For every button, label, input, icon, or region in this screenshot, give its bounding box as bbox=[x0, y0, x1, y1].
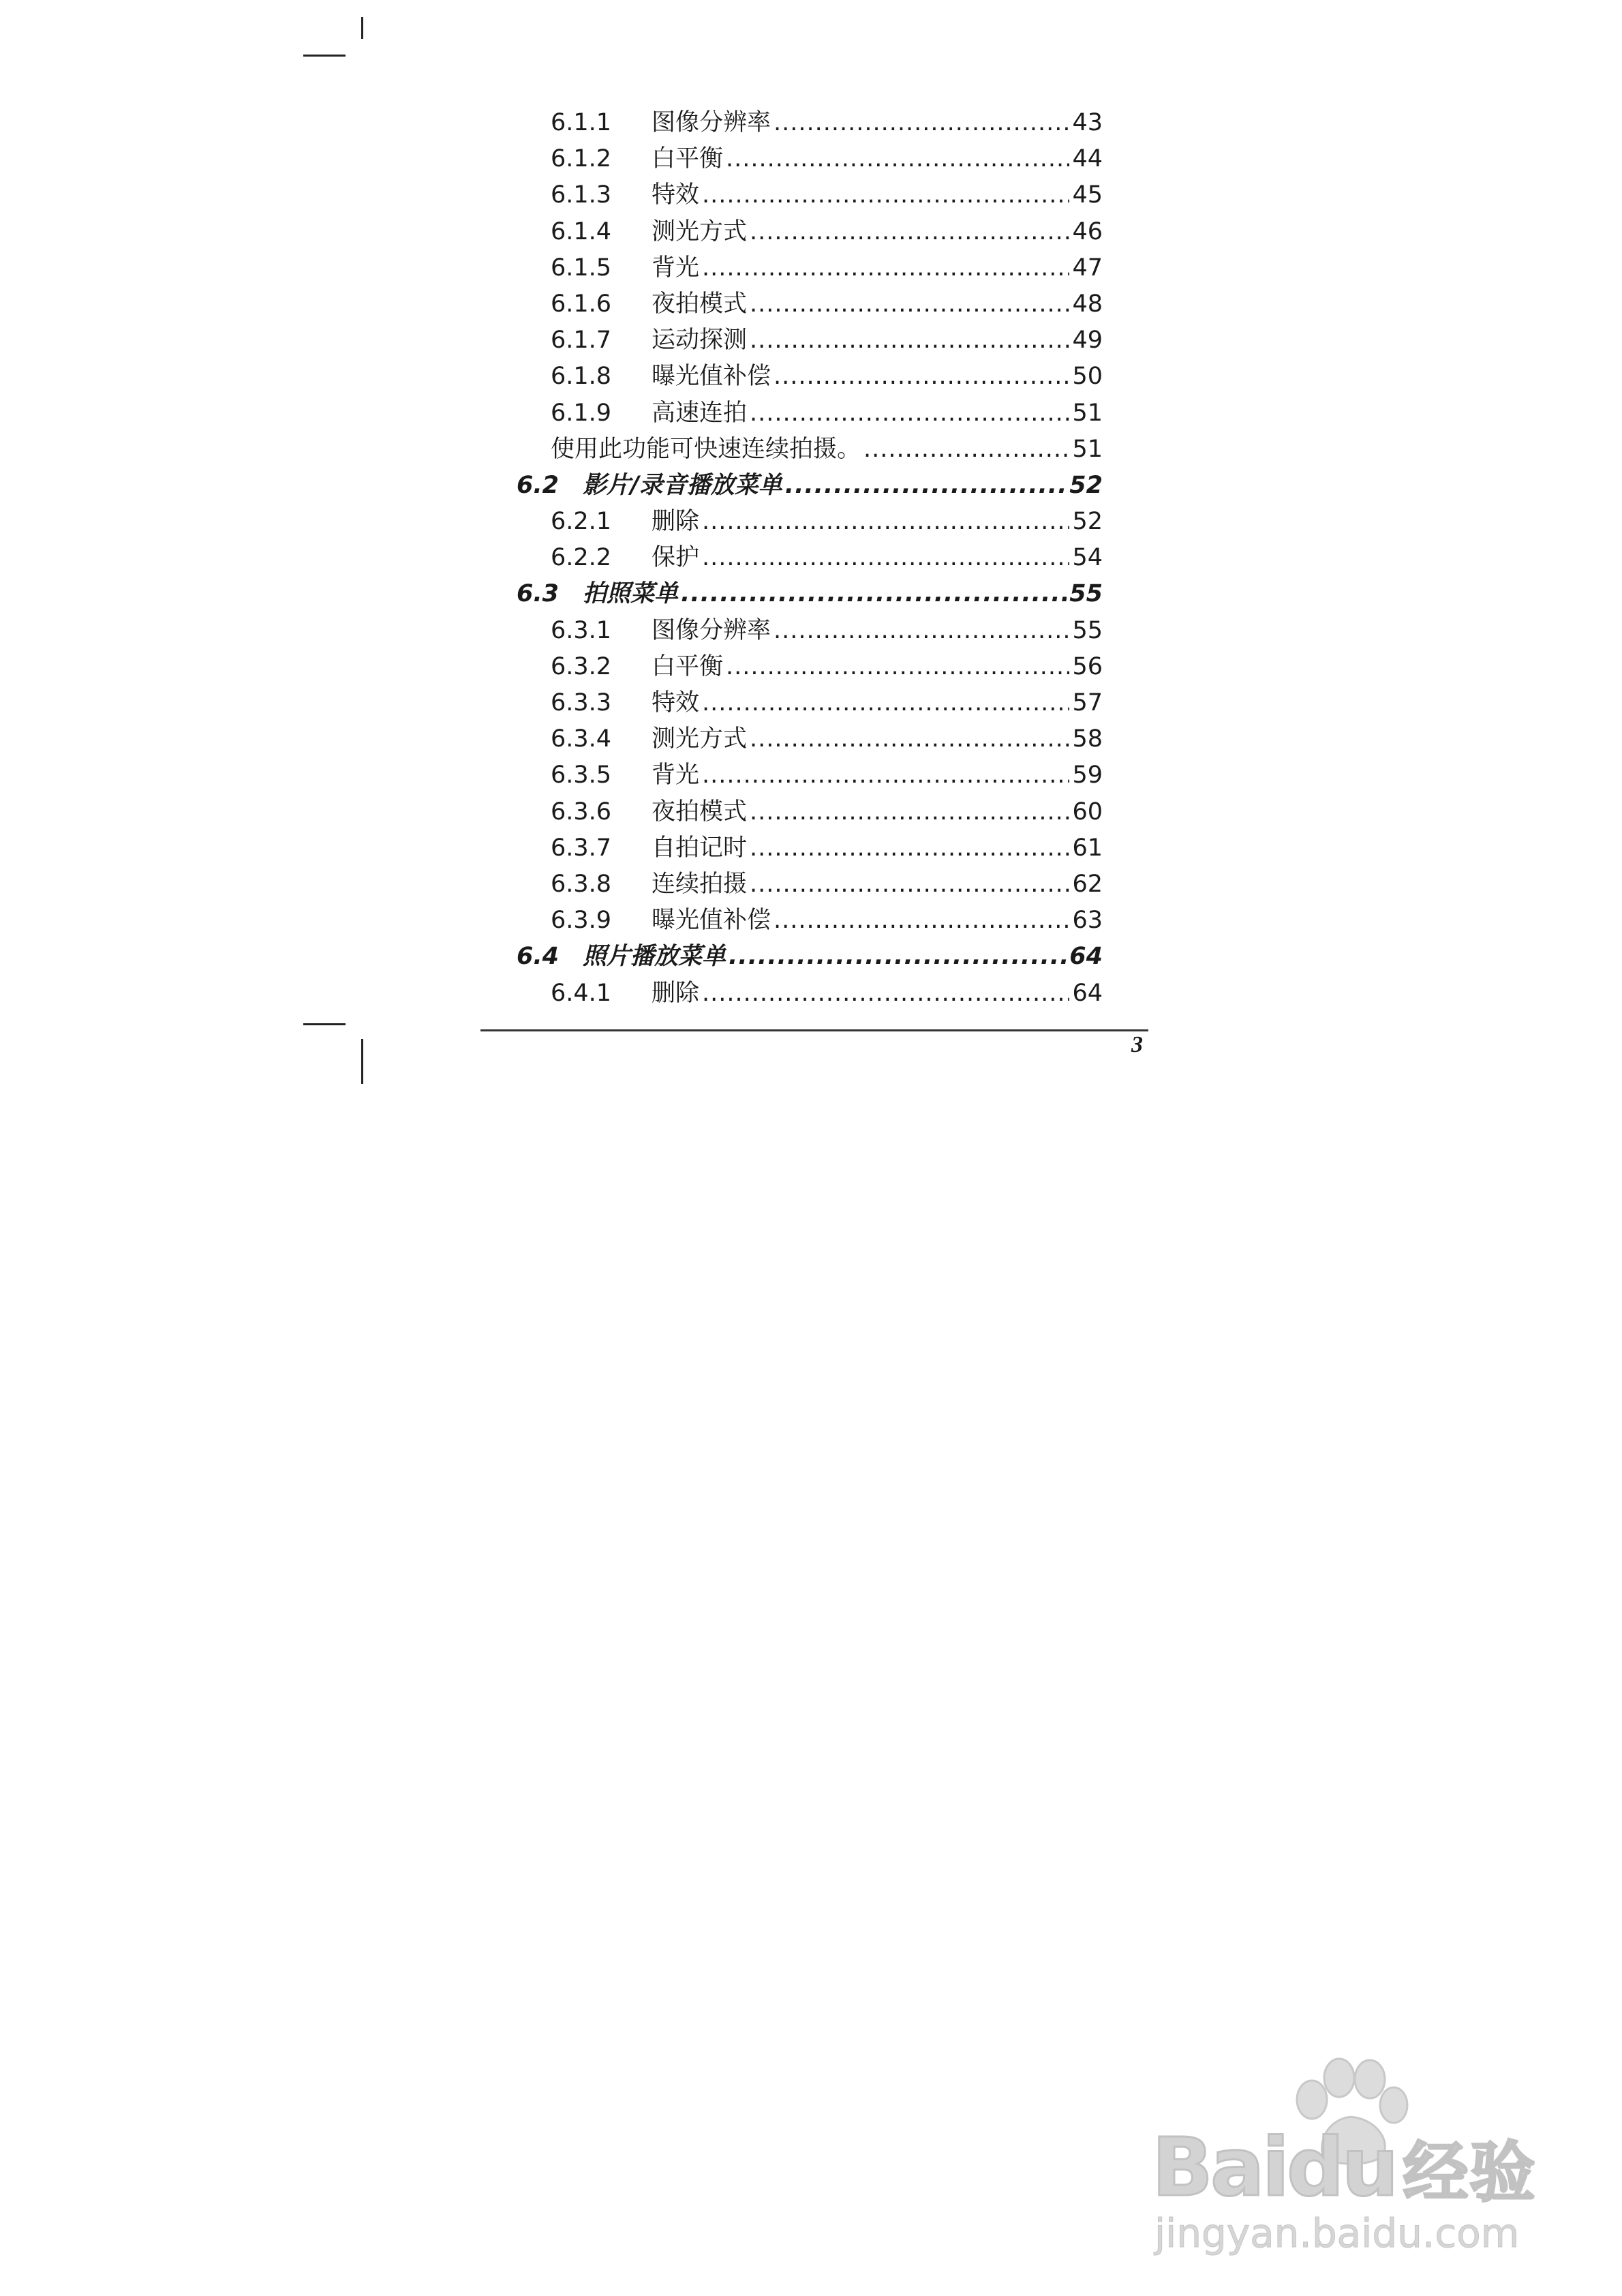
toc-entry-page: 45 bbox=[1072, 181, 1103, 209]
toc-entry-page: 62 bbox=[1072, 870, 1103, 898]
dot-leader bbox=[702, 254, 1069, 282]
footer-rule bbox=[480, 1029, 1148, 1031]
toc-entry-number: 6.1.6 bbox=[551, 290, 612, 318]
toc-entry[interactable] bbox=[517, 539, 1103, 575]
toc-entry-title: 曝光值补偿 bbox=[652, 363, 771, 391]
dot-leader bbox=[702, 181, 1069, 209]
toc-entry[interactable] bbox=[517, 611, 1103, 648]
dot-leader bbox=[726, 653, 1069, 680]
toc-entry-page: 54 bbox=[1072, 544, 1103, 572]
toc-entry-title: 白平衡 bbox=[652, 652, 724, 680]
toc-entry-title: 夜拍模式 bbox=[652, 798, 748, 826]
toc-entry-page: 64 bbox=[1072, 979, 1103, 1007]
toc-entry-number: 6.1.5 bbox=[551, 254, 612, 282]
toc-section-title: 影片/录音播放菜单 bbox=[583, 471, 782, 499]
dot-leader bbox=[774, 363, 1069, 390]
toc-entry-title: 测光方式 bbox=[652, 725, 748, 753]
toc-entry-page: 48 bbox=[1072, 290, 1103, 318]
toc-entry-page: 61 bbox=[1072, 834, 1103, 862]
watermark-brand bbox=[1152, 2120, 1537, 2214]
toc-entry[interactable] bbox=[517, 502, 1103, 539]
toc-entry-page: 59 bbox=[1072, 761, 1103, 789]
toc-entry-page: 52 bbox=[1072, 508, 1103, 536]
dot-leader bbox=[750, 218, 1069, 245]
toc-entry-number: 6.3.4 bbox=[551, 725, 612, 753]
toc-entry-note[interactable] bbox=[517, 430, 1103, 466]
toc-entry[interactable] bbox=[517, 394, 1103, 430]
toc-entry-number: 6.1.7 bbox=[551, 327, 612, 354]
dot-leader bbox=[863, 436, 1069, 463]
toc-entry-page: 60 bbox=[1072, 798, 1103, 826]
toc-entry-number: 6.3.9 bbox=[551, 907, 612, 935]
crop-mark-top-vertical bbox=[361, 17, 363, 39]
toc-entry-title: 曝光值补偿 bbox=[652, 907, 771, 935]
toc-entry-page: 56 bbox=[1072, 652, 1103, 680]
toc-entry-page: 57 bbox=[1072, 689, 1103, 716]
toc-entry-number: 6.2.1 bbox=[551, 508, 612, 536]
toc-entry-page: 51 bbox=[1072, 399, 1103, 427]
toc-entry-title: 运动探测 bbox=[652, 327, 748, 354]
crop-mark-bottom-horizontal bbox=[303, 1023, 346, 1025]
toc-entry-number: 6.3.5 bbox=[551, 761, 612, 789]
toc-entry-title: 夜拍模式 bbox=[652, 290, 748, 318]
baidu-jingyan-watermark bbox=[1152, 2052, 1561, 2256]
toc-entry-title: 删除 bbox=[652, 508, 700, 536]
toc-section-number: 6.2 bbox=[517, 471, 560, 499]
toc-entry[interactable] bbox=[517, 793, 1103, 829]
dot-leader bbox=[750, 871, 1069, 898]
toc-section-title: 照片播放菜单 bbox=[583, 943, 726, 971]
toc-entry-number: 6.2.2 bbox=[551, 544, 612, 572]
dot-leader bbox=[750, 290, 1069, 318]
dot-leader bbox=[750, 399, 1069, 427]
toc-entry-number: 6.3.7 bbox=[551, 834, 612, 862]
dot-leader bbox=[729, 943, 1067, 970]
toc-entry-title: 测光方式 bbox=[652, 217, 748, 245]
watermark-brand-latin-2: du bbox=[1287, 2120, 1396, 2214]
crop-mark-bottom-vertical bbox=[361, 1039, 363, 1084]
toc-section-page: 55 bbox=[1069, 580, 1103, 608]
toc-entry-number: 6.4.1 bbox=[551, 979, 612, 1007]
toc-section-heading[interactable] bbox=[517, 937, 1103, 973]
toc-entry[interactable] bbox=[517, 321, 1103, 357]
toc-entry-page: 49 bbox=[1072, 327, 1103, 354]
toc-entry-number: 6.1.8 bbox=[551, 363, 612, 391]
toc-section-page: 52 bbox=[1069, 471, 1103, 499]
toc-entry-number: 6.1.3 bbox=[551, 181, 612, 209]
toc-entry-page: 44 bbox=[1072, 145, 1103, 173]
toc-entry-number: 6.3.3 bbox=[551, 689, 612, 716]
toc-section-number: 6.3 bbox=[517, 580, 560, 608]
toc-entry-title: 自拍记时 bbox=[652, 834, 748, 862]
toc-entry-number: 6.1.9 bbox=[551, 399, 612, 427]
dot-leader bbox=[785, 472, 1067, 499]
crop-mark-top-horizontal bbox=[303, 55, 346, 57]
toc-entry[interactable] bbox=[517, 684, 1103, 720]
toc-entry-number: 6.3.1 bbox=[551, 616, 612, 644]
dot-leader bbox=[702, 980, 1069, 1007]
dot-leader bbox=[702, 544, 1069, 571]
toc-entry-title: 连续拍摄 bbox=[652, 870, 748, 898]
toc-section-title: 拍照菜单 bbox=[583, 580, 679, 608]
toc-entry[interactable] bbox=[517, 176, 1103, 212]
toc-entry[interactable] bbox=[517, 249, 1103, 285]
toc-entry-title: 特效 bbox=[652, 181, 700, 209]
toc-entry-page: 47 bbox=[1072, 254, 1103, 282]
toc-entry[interactable] bbox=[517, 357, 1103, 393]
toc-entry[interactable] bbox=[517, 829, 1103, 865]
dot-leader bbox=[750, 725, 1069, 753]
toc-section-page: 64 bbox=[1069, 943, 1103, 971]
toc-entry[interactable] bbox=[517, 104, 1103, 140]
watermark-url: jingyan.baidu.com bbox=[1154, 2210, 1520, 2256]
dot-leader bbox=[702, 689, 1069, 716]
toc-entry-number: 6.3.2 bbox=[551, 652, 612, 680]
toc-entry[interactable] bbox=[517, 285, 1103, 321]
toc-entry-page: 43 bbox=[1072, 109, 1103, 136]
page-number: 3 bbox=[1131, 1032, 1143, 1057]
toc-entry[interactable] bbox=[517, 865, 1103, 901]
toc-entry-title: 保护 bbox=[652, 544, 700, 572]
dot-leader bbox=[681, 580, 1067, 607]
toc-section-heading[interactable] bbox=[517, 466, 1103, 502]
toc-entry-title: 背光 bbox=[652, 254, 700, 282]
toc-entry[interactable] bbox=[517, 974, 1103, 1010]
toc-entry-number: 6.3.8 bbox=[551, 870, 612, 898]
dot-leader bbox=[726, 145, 1069, 172]
dot-leader bbox=[774, 109, 1069, 136]
toc-entry-page: 50 bbox=[1072, 363, 1103, 391]
toc-entry-title: 高速连拍 bbox=[652, 399, 748, 427]
dot-leader bbox=[750, 327, 1069, 354]
toc-entry-page: 58 bbox=[1072, 725, 1103, 753]
toc-section-number: 6.4 bbox=[517, 943, 560, 971]
table-of-contents bbox=[517, 104, 1103, 1010]
toc-entry[interactable] bbox=[517, 140, 1103, 176]
toc-entry[interactable] bbox=[517, 648, 1103, 684]
toc-entry-number: 6.1.2 bbox=[551, 145, 612, 173]
toc-entry[interactable] bbox=[517, 756, 1103, 792]
toc-entry-number: 6.3.6 bbox=[551, 798, 612, 826]
toc-entry-page: 46 bbox=[1072, 217, 1103, 245]
toc-entry-title: 特效 bbox=[652, 689, 700, 716]
dot-leader bbox=[702, 508, 1069, 535]
dot-leader bbox=[774, 907, 1069, 934]
watermark-brand-cn: 经验 bbox=[1403, 2134, 1537, 2211]
toc-entry[interactable] bbox=[517, 213, 1103, 249]
toc-entry-page: 55 bbox=[1072, 616, 1103, 644]
toc-entry-number: 6.1.4 bbox=[551, 217, 612, 245]
dot-leader bbox=[702, 761, 1069, 789]
toc-entry-number: 6.1.1 bbox=[551, 109, 612, 136]
toc-entry[interactable] bbox=[517, 901, 1103, 937]
toc-entry-title: 删除 bbox=[652, 979, 700, 1007]
watermark-brand-latin: Bai bbox=[1152, 2120, 1287, 2214]
toc-entry-page: 63 bbox=[1072, 907, 1103, 935]
toc-section-heading[interactable] bbox=[517, 575, 1103, 611]
toc-entry-title: 背光 bbox=[652, 761, 700, 789]
dot-leader bbox=[750, 834, 1069, 862]
toc-entry-title: 白平衡 bbox=[652, 145, 724, 173]
toc-entry-page: 51 bbox=[1072, 435, 1103, 463]
toc-entry-title: 图像分辨率 bbox=[652, 616, 771, 644]
dot-leader bbox=[750, 798, 1069, 826]
toc-entry[interactable] bbox=[517, 720, 1103, 756]
toc-entry-title: 使用此功能可快速连续拍摄。 bbox=[551, 435, 861, 463]
toc-entry-title: 图像分辨率 bbox=[652, 109, 771, 136]
dot-leader bbox=[774, 617, 1069, 644]
